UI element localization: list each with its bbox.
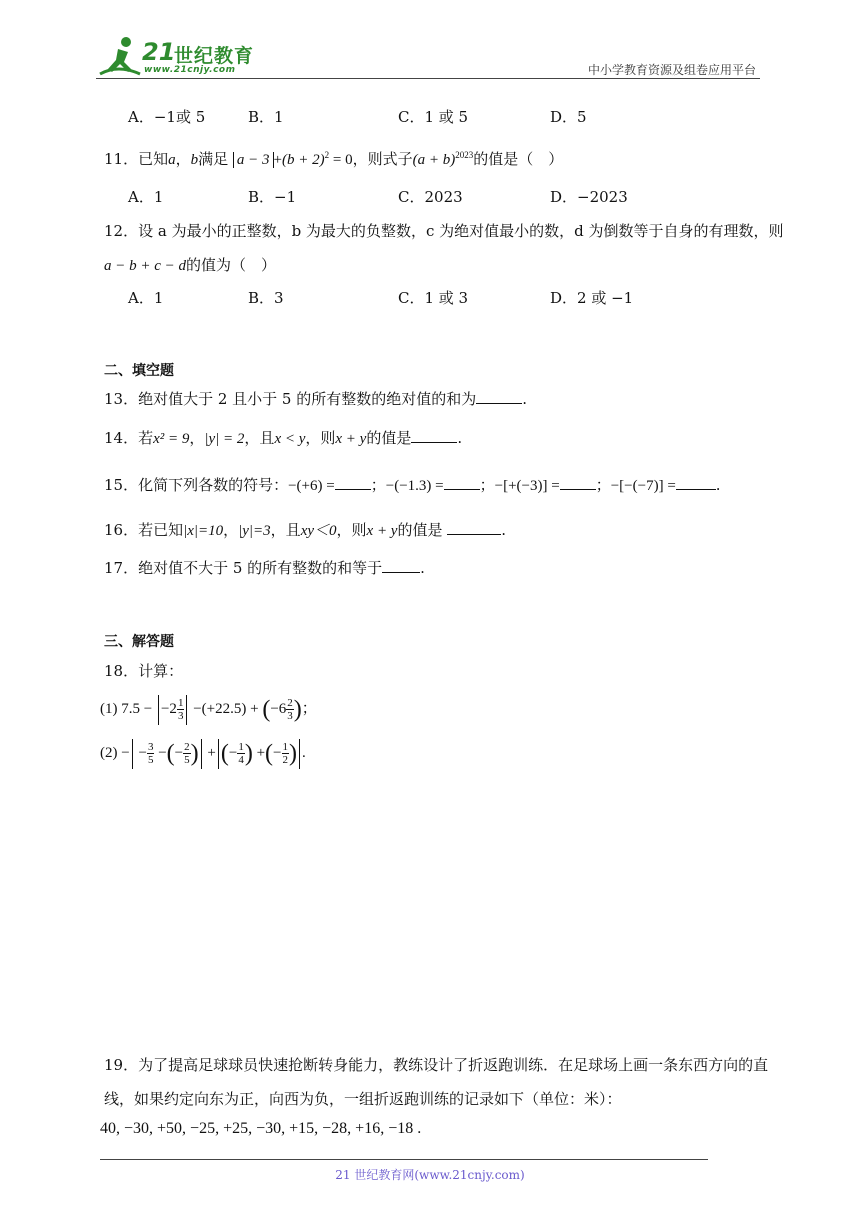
logo-url: www.21cnjy.com bbox=[144, 65, 236, 75]
q11-eq-end: = 0 bbox=[329, 152, 353, 168]
header-divider bbox=[96, 78, 760, 79]
q15-sep-3: ； bbox=[595, 476, 611, 494]
q15-blank-2[interactable] bbox=[444, 475, 480, 490]
q14-p5: 的值是 bbox=[366, 429, 412, 447]
minus-sign: − bbox=[273, 745, 282, 761]
q17-answer-blank[interactable] bbox=[382, 558, 420, 573]
abs-bar-left bbox=[132, 739, 133, 769]
q18-p2-label: (2) bbox=[100, 745, 118, 761]
q10-option-c: C．1 或 5 bbox=[398, 108, 469, 126]
q16-end: . bbox=[501, 521, 507, 539]
frac-num: 1 bbox=[177, 697, 184, 710]
q16-question bbox=[104, 519, 506, 540]
q11-mid2: ，则式子 bbox=[352, 150, 413, 168]
header-platform-text: 中小学教育资源及组卷应用平台 bbox=[587, 63, 756, 77]
q15-expr-4: −[−(−7)] = bbox=[610, 478, 676, 494]
q16-answer-blank[interactable] bbox=[447, 520, 501, 535]
q16-p5: 的值是 bbox=[397, 521, 443, 539]
q18-p1-c: −(+22.5) + bbox=[193, 701, 259, 717]
q11-suffix: 的值是（ ） bbox=[473, 150, 564, 168]
q19-line1: 19．为了提高足球球员快速抢断转身能力，教练设计了折返跑训练．在足球场上画一条东西方向的直 bbox=[104, 1056, 769, 1074]
q14-end: . bbox=[457, 429, 463, 447]
logo-number: 21 bbox=[142, 38, 176, 66]
q19-record-data: 40, −30, +50, −25, +25, −30, +15, −28, +16, −18 . bbox=[100, 1120, 422, 1137]
q15-expr-3: −[+(−3)] = bbox=[494, 478, 560, 494]
minus-sign: − bbox=[228, 745, 238, 761]
q18-p2-frac4 bbox=[282, 741, 290, 766]
paren-right: ) bbox=[293, 696, 302, 723]
q15-blank-1[interactable] bbox=[335, 475, 371, 490]
q11-option-d: D．−2023 bbox=[550, 188, 628, 206]
q17-question bbox=[104, 557, 425, 578]
q11-abs-expr: a − 3 bbox=[233, 152, 274, 168]
q11-plus: + bbox=[273, 152, 282, 168]
q18-p1-end: ； bbox=[301, 701, 317, 717]
section-fill-in-title: 二、填空题 bbox=[104, 363, 174, 379]
q11-mid: 满足 bbox=[198, 150, 229, 168]
abs-bar-left bbox=[218, 739, 219, 769]
q11-var-b: b bbox=[190, 152, 199, 168]
q12-rest: 的值为（ ） bbox=[186, 256, 277, 274]
q15-blank-3[interactable] bbox=[560, 475, 596, 490]
q11-sep: ， bbox=[175, 150, 191, 168]
q14-sum: x + y bbox=[335, 431, 367, 447]
paren-left: ( bbox=[262, 696, 271, 723]
q11-option-c: C．2023 bbox=[398, 188, 463, 206]
q18-part1 bbox=[100, 692, 317, 726]
frac-den: 3 bbox=[177, 710, 184, 723]
q12-line1: 12．设 a 为最小的正整数，b 为最大的负整数，c 为绝对值最小的数，d 为倒数等于自身的有理数，则 bbox=[104, 222, 784, 240]
frac-den: 3 bbox=[287, 710, 293, 723]
minus-sign: − bbox=[174, 745, 184, 761]
q17-end: . bbox=[420, 559, 425, 577]
q15-p1: 15．化简下列各数的符号： bbox=[104, 476, 289, 494]
frac-den: 2 bbox=[282, 754, 288, 767]
q15-expr-2: −(−1.3) = bbox=[385, 478, 444, 494]
paren-right: ) bbox=[190, 740, 199, 767]
q11-expr: (a + b) bbox=[412, 152, 456, 168]
abs-bar-right bbox=[299, 739, 300, 769]
q19-line2: 线，如果约定向东为正，向西为负，一组折返跑训练的记录如下（单位：米）： bbox=[104, 1090, 622, 1108]
q11-option-b: B．−1 bbox=[248, 188, 297, 206]
section-answer-title: 三、解答题 bbox=[104, 634, 174, 650]
q15-question bbox=[104, 474, 721, 495]
q15-end: . bbox=[715, 476, 721, 494]
q11-option-a: A．1 bbox=[128, 188, 164, 206]
q11-expr-exp: 2023 bbox=[455, 150, 474, 160]
q18-p2-frac3 bbox=[237, 741, 245, 766]
q16-p2: ， bbox=[223, 521, 239, 539]
q13-answer-blank[interactable] bbox=[476, 389, 522, 404]
frac-num: 3 bbox=[147, 741, 154, 754]
q14-x-squared: x² = 9 bbox=[153, 431, 190, 447]
paren-right: ) bbox=[289, 740, 297, 767]
q11-prefix: 11．已知 bbox=[104, 150, 169, 168]
q18-p1-d: −6 bbox=[270, 701, 287, 717]
q18-p1-frac1 bbox=[177, 697, 185, 722]
paren-left: ( bbox=[220, 740, 229, 767]
q18-p2-frac2 bbox=[183, 741, 191, 766]
q12-option-d: D．2 或 −1 bbox=[550, 289, 634, 307]
q18-p2-frac1 bbox=[147, 741, 155, 766]
frac-num: 2 bbox=[184, 741, 190, 754]
q18-p1-frac2 bbox=[286, 697, 294, 722]
footer-divider bbox=[100, 1159, 708, 1160]
frac-den: 4 bbox=[238, 754, 244, 767]
q16-xy: xy＜0 bbox=[300, 523, 337, 539]
frac-num: 2 bbox=[287, 697, 293, 710]
q14-p4: ，则 bbox=[305, 429, 336, 447]
q18-p1-b: −2 bbox=[160, 701, 177, 717]
footer-text[interactable]: 21 世纪教育网(www.21cnjy.com) bbox=[335, 1168, 525, 1182]
runner-icon bbox=[96, 34, 142, 80]
q12-option-a: A．1 bbox=[128, 289, 164, 307]
q10-option-a: A．−1或 5 bbox=[128, 108, 206, 126]
paren-left: ( bbox=[166, 740, 175, 767]
q16-p4: ，则 bbox=[336, 521, 367, 539]
minus-sign: − bbox=[158, 745, 167, 761]
q10-option-b: B．1 bbox=[248, 108, 284, 126]
q13-end: . bbox=[522, 390, 528, 408]
q11-square-expr: (b + 2) bbox=[282, 152, 325, 168]
abs-bar-left bbox=[158, 695, 159, 725]
q18-p2-end: . bbox=[302, 745, 306, 761]
q14-question bbox=[104, 427, 462, 448]
q13-question bbox=[104, 388, 527, 409]
q15-sep-1: ； bbox=[370, 476, 386, 494]
minus-sign: − bbox=[138, 745, 147, 761]
logo-text: 世纪教育 bbox=[174, 45, 255, 67]
q16-abs-y: |y|=3 bbox=[238, 523, 271, 539]
q14-answer-blank[interactable] bbox=[411, 428, 457, 443]
q16-abs-x: |x|=10 bbox=[183, 523, 224, 539]
q12-line2 bbox=[104, 254, 276, 275]
paren-right: ) bbox=[244, 740, 253, 767]
q15-blank-4[interactable] bbox=[676, 475, 716, 490]
q14-inequality: x < y bbox=[274, 431, 306, 447]
q13-text: 13．绝对值大于 2 且小于 5 的所有整数的绝对值的和为 bbox=[104, 390, 477, 408]
q12-expr: a − b + c − d bbox=[104, 258, 187, 274]
q11-square-exp: 2 bbox=[324, 150, 330, 160]
q18-p1-a: 7.5 − bbox=[121, 701, 153, 717]
q11-var-a: a bbox=[168, 152, 176, 168]
q18-part2: (2) − − $\frac{3}{5}$ −(− $\frac{2}{5}$ ) + (− $\frac{1}{4}$ ) +(− $\frac{1}{2}$ ) . bbox=[100, 740, 306, 767]
q14-p2: ， bbox=[189, 429, 205, 447]
q16-p3: ，且 bbox=[270, 521, 301, 539]
q12-option-c: C．1 或 3 bbox=[398, 289, 469, 307]
q18-p2-minus: − bbox=[121, 745, 130, 761]
q10-option-d: D．5 bbox=[550, 108, 587, 126]
q18-p1-label: (1) bbox=[100, 701, 118, 717]
paren-left: ( bbox=[265, 740, 274, 767]
q14-p3: ，且 bbox=[244, 429, 275, 447]
q16-p1: 16．若已知 bbox=[104, 521, 184, 539]
q16-sum: x + y bbox=[366, 523, 398, 539]
abs-bar-right bbox=[186, 695, 187, 725]
frac-num: 1 bbox=[238, 741, 244, 754]
q11-question bbox=[104, 148, 563, 169]
abs-bar-right bbox=[201, 739, 202, 769]
q14-abs-y: |y| = 2 bbox=[204, 431, 245, 447]
q15-expr-1: −(+6) = bbox=[288, 478, 335, 494]
q17-text: 17．绝对值不大于 5 的所有整数的和等于 bbox=[104, 559, 383, 577]
q18-title: 18．计算： bbox=[104, 662, 184, 680]
frac-num: 1 bbox=[282, 741, 288, 754]
frac-den: 5 bbox=[147, 754, 154, 767]
site-logo bbox=[96, 34, 256, 80]
q12-option-b: B．3 bbox=[248, 289, 284, 307]
q15-sep-2: ； bbox=[479, 476, 495, 494]
q14-p1: 14．若 bbox=[104, 429, 154, 447]
frac-den: 5 bbox=[184, 754, 190, 767]
